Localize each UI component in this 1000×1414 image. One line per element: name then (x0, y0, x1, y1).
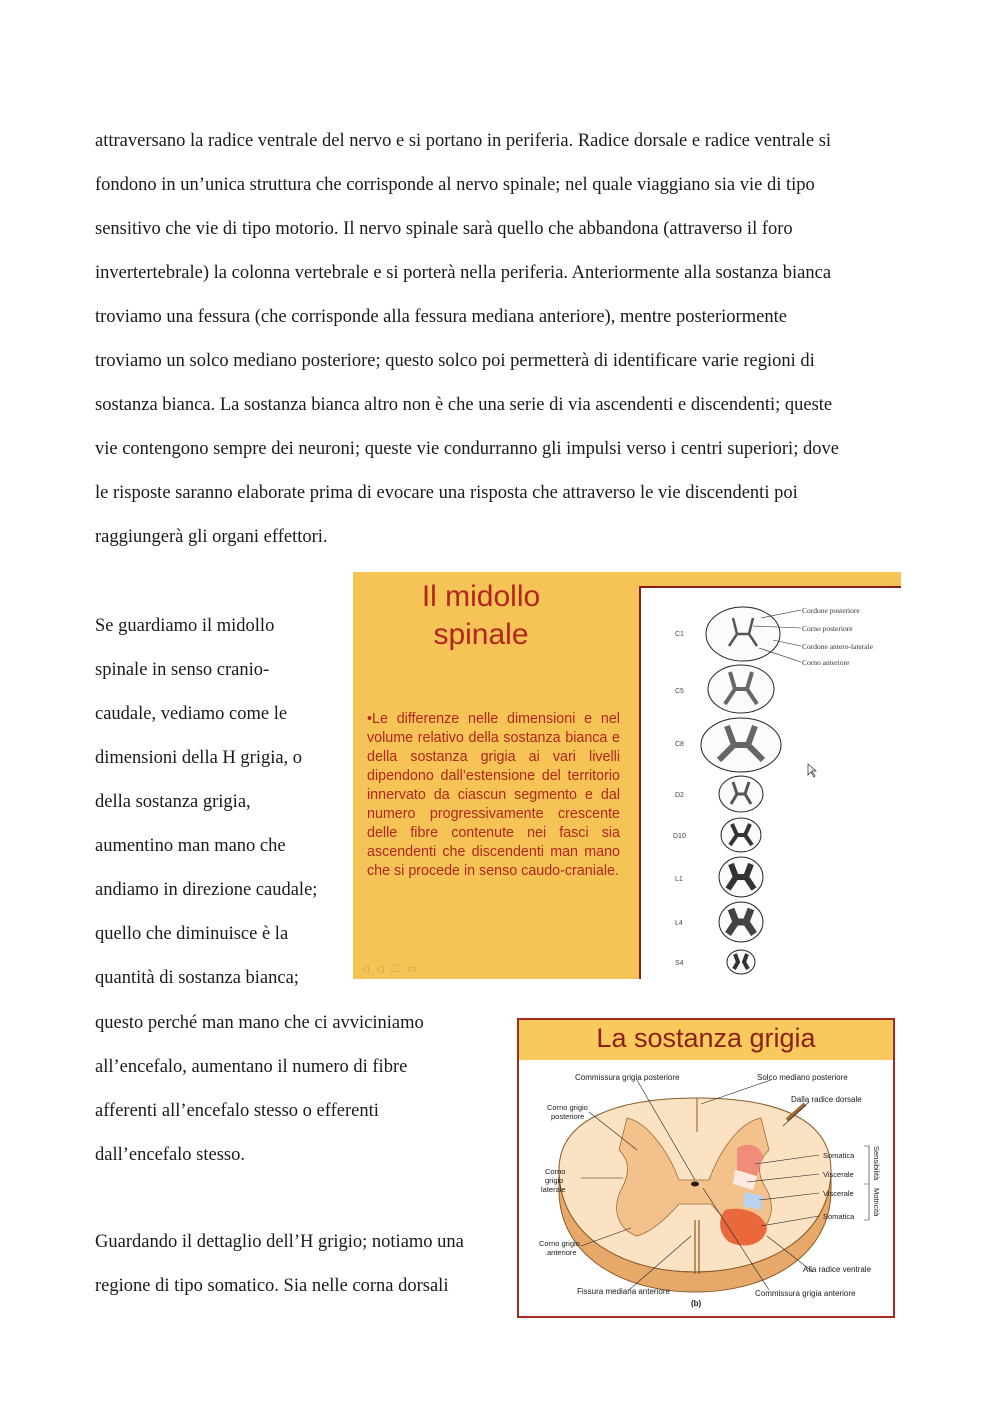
text-line: raggiungerà gli organi effettori. (95, 527, 328, 547)
text-line: spinale in senso cranio- (95, 660, 270, 680)
label-corno-posteriore: posteriore (551, 1112, 585, 1121)
text-line: all’encefalo, aumentano il numero di fibre (95, 1057, 408, 1077)
label-radice-ventrale: Alla radice ventrale (803, 1265, 872, 1274)
text-line: andiamo in direzione caudale; (95, 880, 318, 900)
text-line: attraversano la radice ventrale del nervo e si portano in periferia. Radice dorsale e radice ventrale si (95, 131, 832, 151)
grey-matter-diagram (519, 1060, 893, 1316)
label-corno-anteriore: anteriore (547, 1248, 577, 1257)
paragraph-4 (95, 1220, 515, 1308)
slide-title (353, 578, 609, 654)
label-corno-laterale: laterale (541, 1185, 566, 1194)
label-viscerale: Viscerale (823, 1189, 854, 1198)
label-corno-anteriore: Corno grigio (539, 1239, 580, 1248)
spinal-cord-slide-figure (353, 572, 901, 979)
paragraph-2 (95, 604, 345, 1000)
paragraph-3 (95, 1001, 515, 1177)
label-somatica: Somatica (823, 1151, 855, 1160)
level-label: C1 (675, 631, 684, 638)
level-label: C5 (675, 688, 684, 695)
grey-matter-figure (517, 1018, 895, 1318)
cross-sections-illustration (641, 588, 901, 979)
text-line: quello che diminuisce è la (95, 924, 289, 944)
level-label: S4 (675, 960, 684, 967)
level-label: D10 (673, 833, 686, 840)
slide-body-text: •Le differenze nelle dimensioni e nel volume relativo della sostanza bianca e della sostanza grigia ai vari livelli dipendono dall’estensione del territorio innervato da ciascun segmento e dal numero progressivamente crescente delle fibre contenute nei fasci sia ascendenti che discendenti man mano che si procede in senso caudo-craniale. (367, 711, 620, 879)
slide-title-line: Il midollo (421, 580, 541, 613)
text-line: regione di tipo somatico. Sia nelle corna dorsali (95, 1276, 449, 1296)
level-label: L1 (675, 876, 683, 883)
text-line: dimensioni della H grigia, o (95, 748, 303, 768)
text-line: invertertebrale) la colonna vertebrale e si porterà nella periferia. Anteriormente alla sostanza bianca (95, 263, 832, 283)
label-viscerale: Viscerale (823, 1170, 854, 1179)
label-commissura-anteriore: Commissura grigia anteriore (755, 1289, 856, 1298)
label-fissura-mediana: Fissura mediana anteriore (577, 1287, 670, 1296)
text-line: sostanza bianca. La sostanza bianca altro non è che una serie di via ascendenti e discendenti; queste (95, 395, 833, 415)
label-corno-laterale: Corno (545, 1167, 566, 1176)
label-motricita: Motricità (872, 1188, 881, 1217)
label-radice-dorsale: Dalla radice dorsale (791, 1095, 862, 1104)
text-line: quantità di sostanza bianca; (95, 968, 299, 988)
text-line: vie contengono sempre dei neuroni; queste vie condurranno gli impulsi verso i centri superiori; dove (95, 439, 839, 459)
text-line: troviamo una fessura (che corrisponde alla fessura mediana anteriore), mentre posteriormente (95, 307, 787, 327)
text-line: dall’encefalo stesso. (95, 1145, 245, 1165)
structure-label: Cordone antero-laterale (802, 642, 874, 651)
cross-sections-panel (639, 586, 901, 979)
text-line: fondono in un’unica struttura che corrisponde al nervo spinale; nel quale viaggiano sia vie di tipo (95, 175, 815, 195)
text-line: Guardando il dettaglio dell’H grigio; notiamo una (95, 1232, 464, 1252)
structure-label: Cordone posteriore (802, 606, 860, 615)
label-sensibilita: Sensibilità (872, 1146, 881, 1181)
structure-label: Corno anteriore (802, 658, 850, 667)
paragraph-1 (95, 119, 905, 559)
slide-nav-toolbar[interactable]: ◁ ◁ ☐ ▭ (361, 964, 419, 975)
level-label: L4 (675, 920, 683, 927)
text-line: afferenti all’encefalo stesso o efferenti (95, 1101, 379, 1121)
text-line: caudale, vediamo come le (95, 704, 288, 724)
label-corno-laterale: grigio (545, 1176, 564, 1185)
structure-label: Corno posteriore (802, 624, 853, 633)
text-line: della sostanza grigia, (95, 792, 251, 812)
panel-label: (b) (691, 1299, 702, 1308)
text-line: sensitivo che vie di tipo motorio. Il nervo spinale sarà quello che abbandona (attraverso il foro (95, 219, 793, 239)
level-label: D2 (675, 792, 684, 799)
figure-title: La sostanza grigia (596, 1023, 816, 1053)
text-line: Se guardiamo il midollo (95, 616, 275, 636)
label-corno-posteriore: Corno grigio (547, 1103, 588, 1112)
text-line: le risposte saranno elaborate prima di evocare una risposta che attraverso le vie discendenti poi (95, 483, 798, 503)
text-line: aumentino man mano che (95, 836, 286, 856)
label-solco-mediano: Solco mediano posteriore (757, 1073, 848, 1082)
figure-header (519, 1020, 893, 1060)
text-line: troviamo un solco mediano posteriore; questo solco poi permetterà di identificare varie regioni di (95, 351, 815, 371)
text-line: questo perché man mano che ci avviciniamo (95, 1013, 424, 1033)
label-commissura-posteriore: Commissura grigia posteriore (575, 1073, 680, 1082)
label-somatica: Somatica (823, 1212, 855, 1221)
level-label: C8 (675, 741, 684, 748)
slide-title-line: spinale (433, 618, 529, 651)
